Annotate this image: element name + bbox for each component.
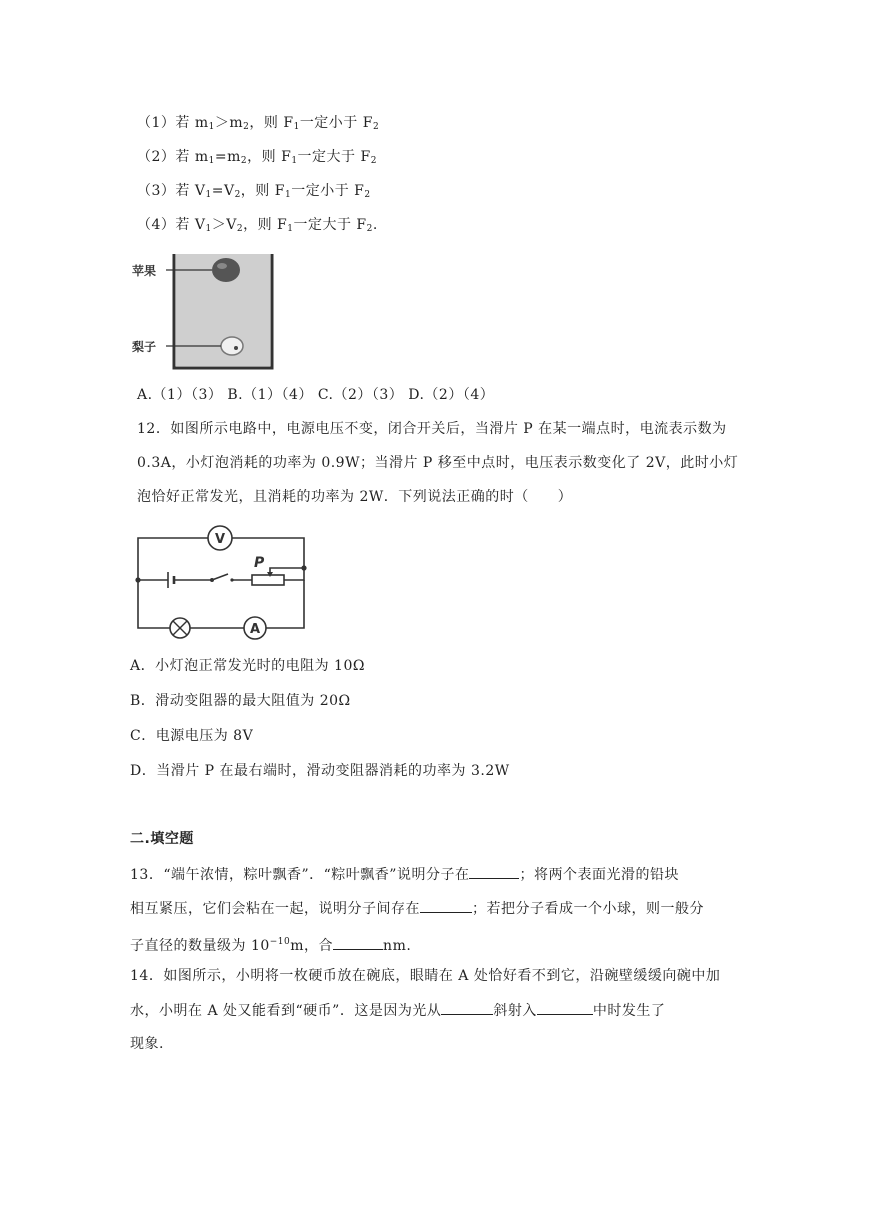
q13-text: 13．“端午浓情，粽叶飘香”．“粽叶飘香”说明分子在	[130, 867, 470, 883]
wire-bottom-right	[266, 580, 304, 628]
answer-blank-5[interactable]	[537, 1000, 593, 1015]
q11-option-2	[137, 147, 377, 171]
apple-highlight	[217, 263, 227, 269]
subscript: 2	[370, 156, 377, 166]
junction-left	[135, 577, 140, 582]
option-text: 若 V	[175, 217, 206, 233]
q14-text: 斜射入	[493, 1003, 537, 1019]
switch-blade	[212, 574, 228, 580]
subscript: 2	[234, 190, 241, 200]
subscript: 2	[364, 190, 371, 200]
junction-right	[301, 565, 306, 570]
q12-option-c: C．电源电压为 8V	[130, 728, 254, 744]
subscript: 1	[293, 122, 300, 132]
q14-text: 水，小明在 A 处又能看到“硬币”．这是因为光从	[130, 1003, 442, 1019]
subscript: 1	[291, 156, 298, 166]
q11-option-1	[137, 113, 379, 137]
subscript: 2	[372, 122, 380, 132]
option-text: 一定小于 F	[299, 115, 373, 131]
q13-text: ；若把分子看成一个小球，则一般分	[472, 901, 704, 917]
option-text: ，则 F	[240, 183, 285, 199]
option-text: 一定大于 F	[297, 149, 371, 165]
pear-shape	[221, 337, 243, 355]
q13-text: m，合	[290, 938, 334, 954]
subscript: 1	[284, 190, 292, 200]
option-text: 一定大于 F	[293, 217, 367, 233]
q13-text: 相互紧压，它们会粘在一起，说明分子间存在	[130, 901, 420, 917]
rheostat	[252, 575, 284, 585]
q13-line-1	[130, 864, 679, 885]
q12-option-b: B．滑动变阻器的最大阻值为 20Ω	[130, 693, 351, 709]
q12-stem-line-1: 12．如图所示电路中，电源电压不变，闭合开关后，当滑片 P 在某一端点时，电流表示数为	[137, 421, 727, 437]
subscript: 2	[366, 224, 373, 234]
option-number: （2）	[137, 149, 176, 165]
subscript: 1	[208, 122, 215, 132]
answer-blank-1[interactable]	[469, 864, 519, 879]
q13-line-2	[130, 898, 704, 919]
q11-option-3	[137, 181, 371, 205]
option-text: 若 V	[175, 183, 206, 199]
answer-blank-4[interactable]	[441, 1000, 493, 1015]
pear-label: 梨子	[132, 340, 157, 354]
answer-blank-2[interactable]	[420, 898, 472, 913]
subscript: 1	[205, 224, 212, 234]
option-text: ，则 F	[243, 217, 288, 233]
apple-pear-figure	[128, 250, 278, 372]
ammeter-label: A	[249, 622, 261, 637]
q13-text: 子直径的数量级为 10	[130, 938, 270, 954]
wire-rheostat-right	[284, 568, 304, 580]
option-text: .	[372, 217, 378, 233]
q12-option-d: D．当滑片 P 在最右端时，滑动变阻器消耗的功率为 3.2W	[130, 763, 510, 779]
subscript: 1	[287, 224, 294, 234]
option-text: 若 m	[175, 149, 209, 165]
wire-top-left	[138, 538, 208, 580]
option-text: ＞V	[211, 217, 237, 233]
option-number: （3）	[137, 183, 176, 199]
apple-label: 苹果	[132, 264, 157, 278]
q12-stem-line-2: 0.3A，小灯泡消耗的功率为 0.9W；当滑片 P 移至中点时，电压表示数变化了 2V，此时小灯	[137, 455, 739, 471]
superscript: −10	[269, 937, 291, 947]
apple-shape	[212, 258, 240, 282]
q14-line-3: 现象.	[130, 1036, 164, 1052]
option-number: （4）	[137, 217, 176, 233]
option-text: =V	[211, 183, 235, 199]
option-number: （1）	[137, 115, 176, 131]
section-heading: 二.填空题	[130, 831, 194, 847]
voltmeter-label: V	[214, 532, 226, 547]
subscript: 2	[236, 224, 244, 234]
slider-label: P	[254, 555, 265, 571]
pear-spot	[234, 346, 238, 350]
q13-line-3	[130, 932, 411, 956]
subscript: 2	[240, 156, 248, 166]
q11-option-4	[137, 215, 378, 239]
option-text: =m	[214, 149, 241, 165]
q12-option-a: A．小灯泡正常发光时的电阻为 10Ω	[130, 658, 365, 674]
q14-text: 中时发生了	[592, 1003, 666, 1019]
option-text: ＞m	[214, 115, 244, 131]
option-text: 若 m	[175, 115, 209, 131]
option-text: ，则 F	[249, 115, 294, 131]
wire-bottom-left	[138, 580, 170, 628]
wire-top-right	[232, 538, 304, 568]
subscript: 1	[205, 190, 212, 200]
subscript: 2	[243, 122, 250, 132]
q14-line-2	[130, 1000, 665, 1021]
q12-stem-line-3: 泡恰好正常发光，且消耗的功率为 2W．下列说法正确的时（ ）	[137, 489, 573, 505]
option-text: 一定小于 F	[291, 183, 365, 199]
q13-text: nm.	[383, 938, 412, 954]
answer-blank-3[interactable]	[333, 935, 383, 950]
q14-line-1: 14．如图所示，小明将一枚硬币放在碗底，眼睛在 A 处恰好看不到它，沿碗壁缓缓向碗中加	[130, 968, 721, 984]
q11-choices: A.（1）（3） B.（1）（4） C.（2）（3） D.（2）（4）	[137, 387, 495, 403]
circuit-diagram	[128, 522, 318, 640]
switch-contact-left	[210, 578, 214, 582]
switch-contact-right	[230, 578, 233, 581]
q13-text: ；将两个表面光滑的铅块	[519, 867, 679, 883]
subscript: 1	[208, 156, 215, 166]
option-text: ，则 F	[247, 149, 292, 165]
